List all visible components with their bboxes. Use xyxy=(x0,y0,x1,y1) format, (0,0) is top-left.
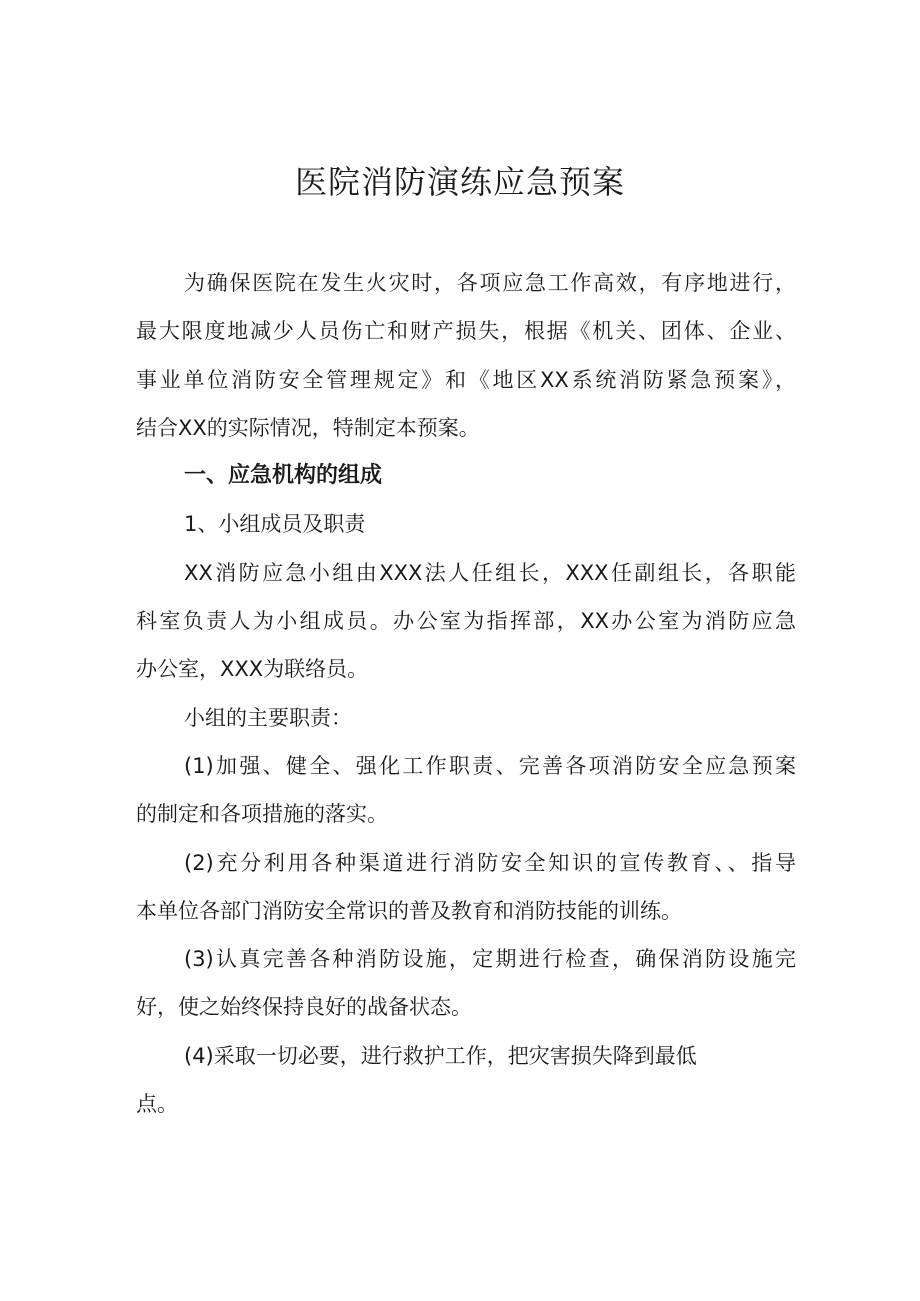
members-line-1: XX消防应急小组由XXX法人任组长，XXX任副组长，各职能 xyxy=(184,560,796,585)
duty-2-line-2: 本单位各部门消防安全常识的普及教育和消防技能的训练。 xyxy=(136,898,682,923)
intro-line-3: 事业单位消防安全管理规定》和《地区XX系统消防紧急预案》， xyxy=(136,367,796,392)
duty-3-line-2: 好，使之始终保持良好的战备状态。 xyxy=(136,995,472,1020)
section-heading: 一、应急机构的组成 xyxy=(184,463,383,489)
intro-line-4: 结合XX的实际情况，特制定本预案。 xyxy=(136,415,480,440)
duty-4-line-2: 点。 xyxy=(136,1092,178,1117)
intro-line-2: 最大限度地减少人员伤亡和财产损失，根据《机关、团体、企业、 xyxy=(136,319,796,344)
duty-1-line-1: (1)加强、健全、强化工作职责、完善各项消防安全应急预案 xyxy=(184,753,796,778)
members-line-2: 科室负责人为小组成员。办公室为指挥部，XX办公室为消防应急 xyxy=(136,609,796,634)
duties-label: 小组的主要职责： xyxy=(184,705,352,730)
duty-4-line-1: (4)采取一切必要，进行救护工作，把灾害损失降到最低 xyxy=(184,1043,697,1068)
document-title: 医院消防演练应急预案 xyxy=(294,163,625,201)
intro-line-1: 为确保医院在发生火灾时，各项应急工作高效，有序地进行， xyxy=(184,271,796,295)
duty-2-line-1: (2)充分利用各种渠道进行消防安全知识的宣传教育、、指导 xyxy=(184,850,796,875)
duty-1-line-2: 的制定和各项措施的落实。 xyxy=(136,802,388,827)
members-line-3: 办公室，XXX为联络员。 xyxy=(136,657,369,682)
subsection-title: 1、小组成员及职责 xyxy=(184,512,366,537)
duty-3-line-1: (3)认真完善各种消防设施，定期进行检查，确保消防设施完 xyxy=(184,947,796,972)
document-body xyxy=(136,259,796,1128)
